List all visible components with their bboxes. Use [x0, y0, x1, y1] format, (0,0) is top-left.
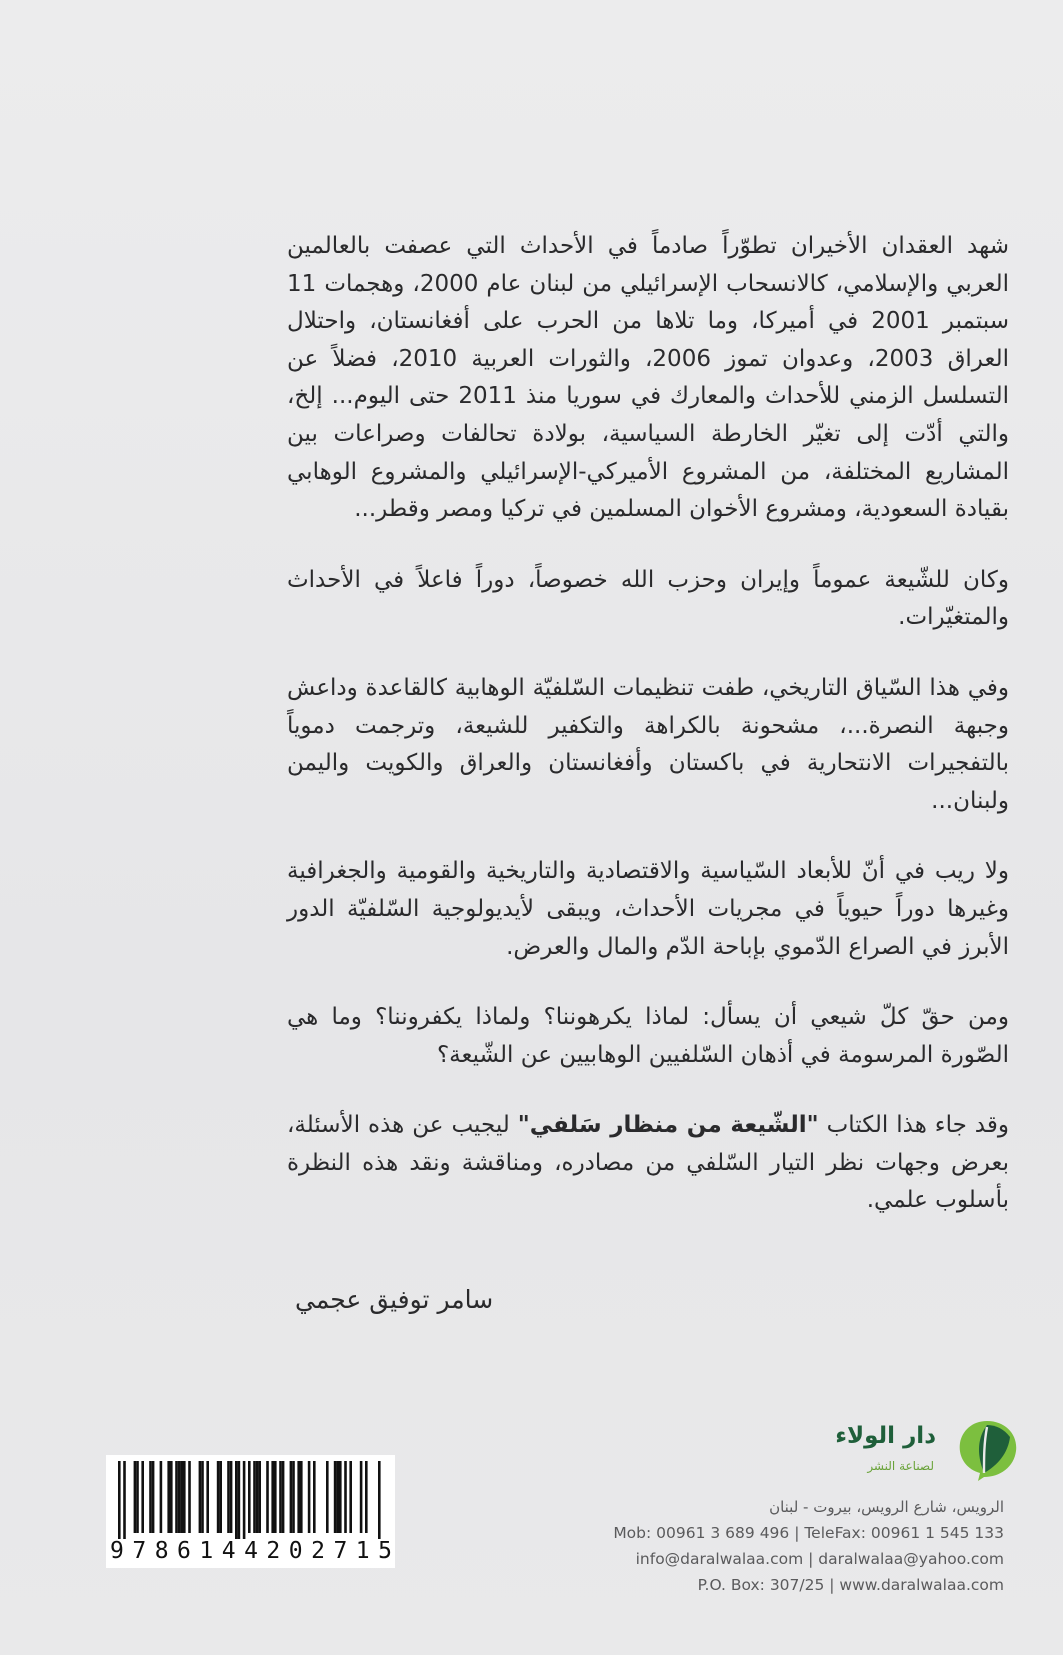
barcode-bar: [256, 1461, 259, 1533]
barcode-bar: [238, 1461, 241, 1539]
barcode-bar: [118, 1461, 121, 1539]
isbn-digit: 2: [266, 1538, 281, 1564]
barcode-bar: [188, 1461, 191, 1533]
isbn-digit: 5: [378, 1538, 392, 1564]
barcode-bar: [201, 1461, 204, 1533]
barcode-bar: [344, 1461, 347, 1533]
barcode-bar: [183, 1461, 186, 1533]
blurb-paragraph-2: وكان للشّيعة عموماً وإيران وحزب الله خصوصاً، دوراً فاعلاً في الأحداث والمتغيّرات.: [287, 566, 1009, 631]
barcode-bar: [170, 1461, 173, 1533]
publisher-logo: [820, 1415, 1020, 1485]
barcode-bar: [243, 1461, 246, 1539]
barcode-bar: [180, 1461, 183, 1533]
barcode-bar: [274, 1461, 277, 1533]
barcode-bar: [123, 1461, 126, 1539]
barcode-bars: [112, 1461, 389, 1539]
author-name: سامر توفيق عجمي: [295, 1285, 494, 1314]
isbn-digit: 9: [110, 1538, 124, 1564]
barcode-bar: [160, 1461, 163, 1533]
barcode-bar: [271, 1461, 274, 1533]
blurb-paragraph-5: ومن حقّ كلّ شيعي أن يسأل: لماذا يكرهوننا؟ ولماذا يكفروننا؟ وما هي الصّورة المرسومة في أذهان السّلفيين الوهابيين عن الشّيعة؟: [287, 1004, 1009, 1068]
blurb-paragraph-1: شهد العقدان الأخيران تطوّراً صادماً في الأحداث التي عصفت بالعالمين العربي والإسلامي، كالانسحاب الإسرائيلي من لبنان عام 2000، وهجمات 11 سبتمبر 2001 في أميركا، وما تلاها من الحرب على أفغانستان، واحتلال العراق 2003، وعدوان تموز 2006، والثورات العربية 2010، فضلاً عن التسلسل الزمني للأحداث والمعارك في سوريا منذ 2011 حتى اليوم... إلخ، والتي أدّت إلى تغيّر الخارطة السياسية، بولادة تحالفات وصراعات بين المشاريع المختلفة، من المشروع الأميركي-الإسرائيلي والمشروع الوهابي بقيادة السعودية، ومشروع الأخوان المسلمين في تركيا ومصر وقطر...: [287, 233, 1009, 523]
book-title-highlight: "الشّيعة من منظار سَلفي": [517, 1112, 819, 1139]
isbn-barcode: [106, 1455, 395, 1568]
blurb-text: [287, 228, 1009, 1253]
blurb-paragraph-3: وفي هذا السّياق التاريخي، طفت تنظيمات السّلفيّة الوهابية كالقاعدة وداعش وجبهة النصرة...، مشحونة بالكراهة والتكفير للشيعة، وترجمت دموياً بالتفجيرات الانتحارية في باكستان وأفغانستان والعراق والكويت واليمن ولبنان...: [287, 674, 1009, 814]
barcode-bar: [217, 1461, 220, 1533]
publisher-name: دار الولاء: [835, 1423, 936, 1449]
isbn-digit: 1: [355, 1538, 370, 1564]
isbn-digit: 6: [177, 1538, 191, 1564]
paragraph-6-intro: وقد جاء هذا الكتاب: [818, 1112, 1009, 1139]
barcode-bar: [152, 1461, 155, 1533]
barcode-bar: [253, 1461, 256, 1533]
isbn-digit: 4: [244, 1538, 258, 1564]
isbn-digit: 7: [132, 1538, 147, 1564]
publisher-phones: Mob: 00961 3 689 496 | TeleFax: 00961 1 545 133: [613, 1524, 1004, 1542]
barcode-bar: [326, 1461, 329, 1533]
barcode-bar: [258, 1461, 261, 1533]
barcode-bar: [199, 1461, 202, 1533]
barcode-bar: [167, 1461, 170, 1533]
barcode-bar: [360, 1461, 363, 1533]
barcode-bar: [141, 1461, 144, 1533]
isbn-digit: 8: [154, 1538, 169, 1564]
barcode-bar: [282, 1461, 285, 1533]
isbn-digit: 0: [288, 1538, 303, 1564]
barcode-bar: [134, 1461, 137, 1533]
barcode-bar: [149, 1461, 152, 1533]
barcode-bar: [175, 1461, 178, 1533]
publisher-tagline: لصناعة النشر: [867, 1459, 934, 1473]
isbn-digit: 1: [199, 1538, 214, 1564]
barcode-bar: [336, 1461, 339, 1533]
barcode-bar: [136, 1461, 139, 1533]
blurb-paragraph-6: [287, 1107, 1009, 1220]
barcode-bar: [248, 1461, 251, 1533]
barcode-bar: [339, 1461, 342, 1533]
publisher-emails: info@daralwalaa.com | daralwalaa@yahoo.com: [635, 1550, 1004, 1568]
barcode-bar: [334, 1461, 337, 1533]
barcode-bar: [266, 1461, 269, 1533]
barcode-bar: [219, 1461, 222, 1533]
publisher-contact: [560, 1494, 1004, 1598]
blurb-paragraph-4: ولا ريب في أنّ للأبعاد السّياسية والاقتصادية والتاريخية والقومية والجغرافية وغيرها دوراً حيوياً في مجريات الأحداث، ويبقى لأيديولوجية السّلفيّة الدور الأبرز في الصراع الدّموي بإباحة الدّم والمال والعرض.: [287, 858, 1009, 960]
barcode-bar: [313, 1461, 316, 1533]
barcode-bar: [297, 1461, 300, 1533]
isbn-digit: 4: [221, 1538, 236, 1564]
barcode-bar: [290, 1461, 293, 1533]
publisher-pobox-website: P.O. Box: 307/25 | www.daralwalaa.com: [697, 1576, 1004, 1594]
barcode-bar: [235, 1461, 238, 1539]
publisher-leaf-icon: [954, 1417, 1020, 1481]
barcode-bar: [365, 1461, 368, 1533]
barcode-bar: [227, 1461, 230, 1533]
isbn-digit: 2: [311, 1538, 325, 1564]
barcode-bar: [230, 1461, 233, 1533]
barcode-bar: [300, 1461, 303, 1533]
barcode-bar: [206, 1461, 209, 1533]
barcode-bar: [178, 1461, 181, 1533]
barcode-bar: [378, 1461, 381, 1539]
isbn-number: [110, 1538, 392, 1564]
barcode-bar: [349, 1461, 352, 1533]
paragraph-6-rest: ليجيب عن هذه الأسئلة، بعرض وجهات نظر التيار السّلفي من مصادره، ومناقشة ونقد هذه النظرة بأسلوب علمي.: [287, 1112, 1009, 1214]
barcode-bar: [279, 1461, 282, 1533]
barcode-bar: [292, 1461, 295, 1533]
isbn-digit: 7: [333, 1538, 348, 1564]
barcode-bar: [308, 1461, 311, 1533]
publisher-address: الرويس، شارع الرويس، بيروت - لبنان: [769, 1498, 1004, 1516]
